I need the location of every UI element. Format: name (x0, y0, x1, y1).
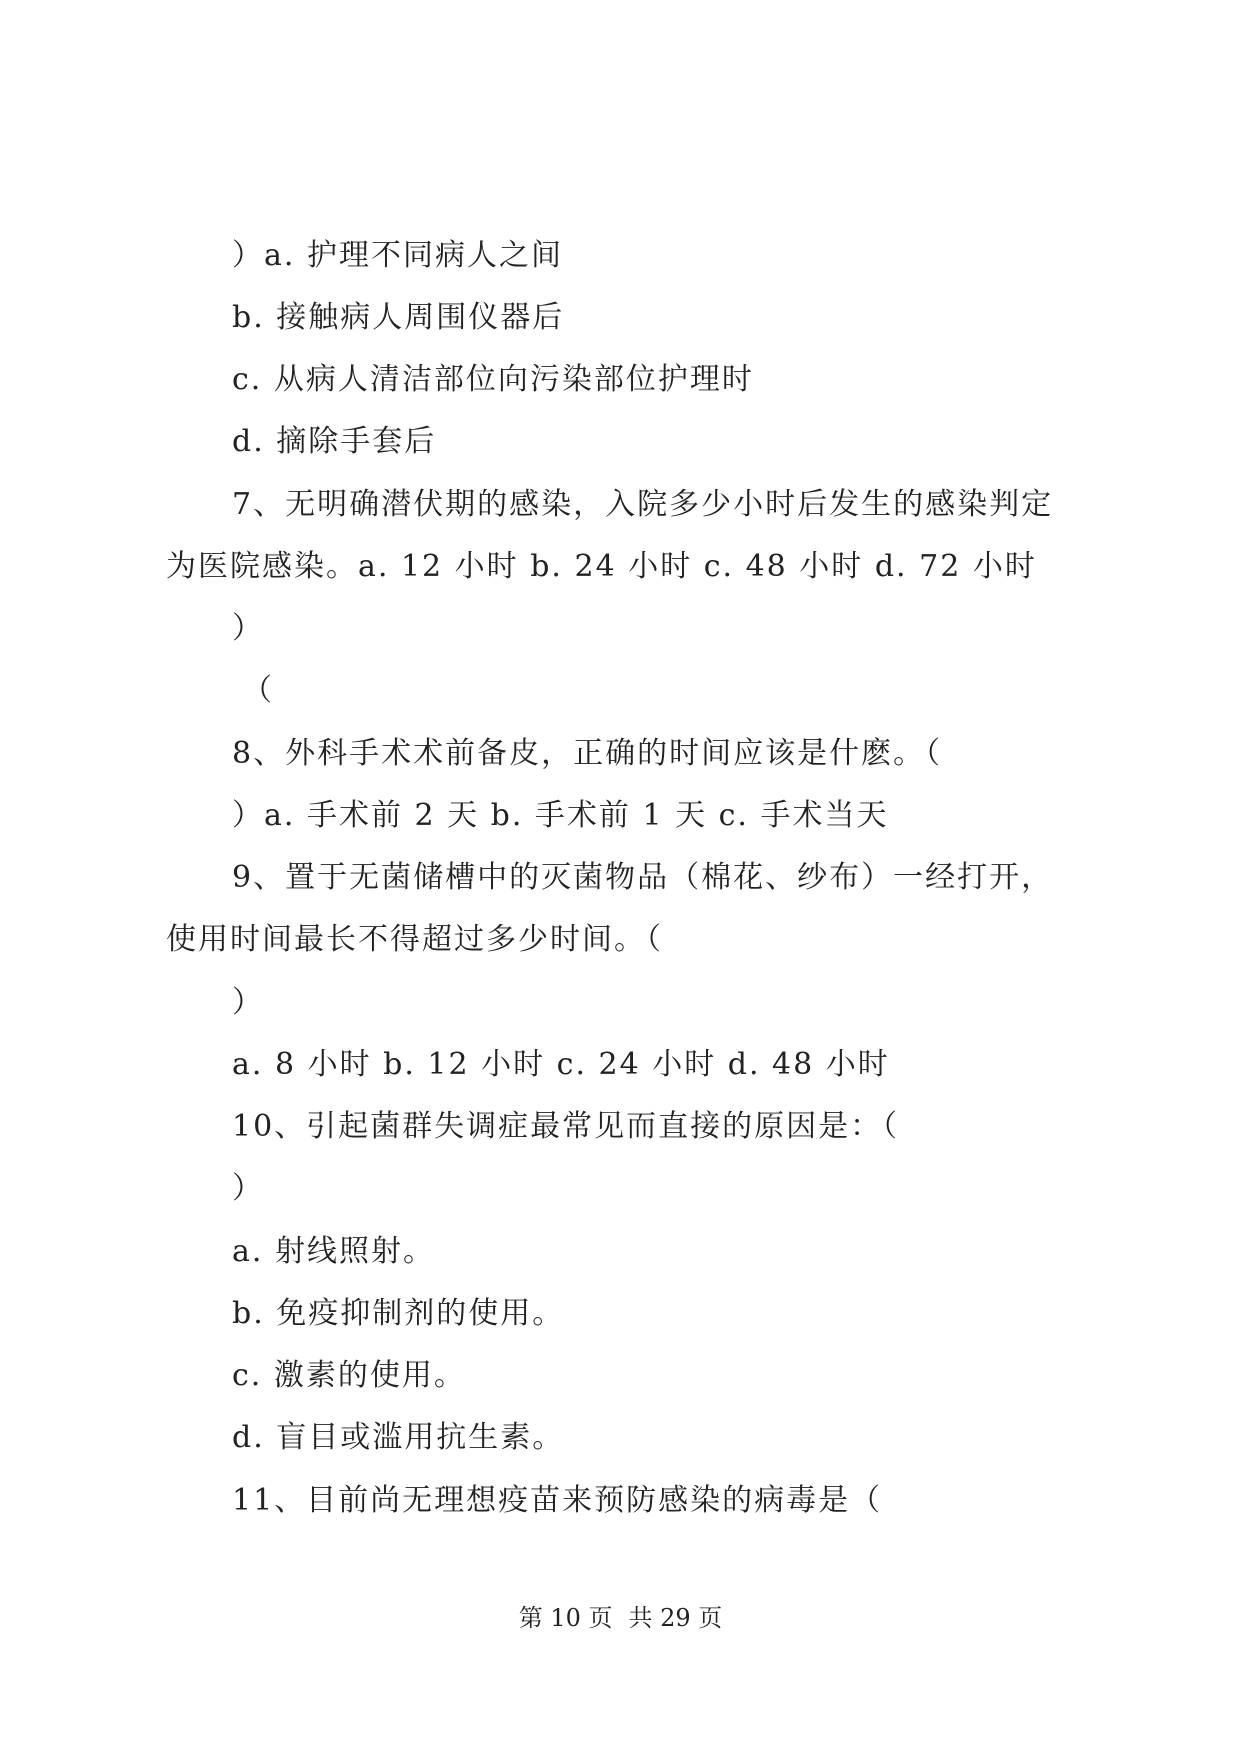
paren-line: ） (232, 985, 264, 1020)
option-line: c. 从病人清洁部位向污染部位护理时 (232, 362, 754, 397)
question-9-options: a. 8 小时 b. 12 小时 c. 24 小时 d. 48 小时 (232, 1047, 890, 1082)
option-line: a. 射线照射。 (232, 1234, 435, 1269)
paren-line: （ (242, 673, 274, 708)
option-line: b. 免疫抑制剂的使用。 (232, 1296, 565, 1331)
option-line: d. 盲目或滥用抗生素。 (232, 1420, 565, 1455)
question-7-line-1: 7、无明确潜伏期的感染，入院多少小时后发生的感染判定 (232, 487, 1054, 522)
page-footer (0, 1603, 1241, 1633)
option-line: b. 接触病人周围仪器后 (232, 300, 565, 335)
question-8-line: 8、外科手术术前备皮，正确的时间应该是什麽。（ (232, 736, 943, 771)
option-line: c. 激素的使用。 (232, 1358, 466, 1393)
question-9-line-1: 9、置于无菌储槽中的灭菌物品（棉花、纱布）一经打开， (232, 860, 1054, 895)
question-11-line: 11、目前尚无理想疫苗来预防感染的病毒是（ (232, 1483, 883, 1518)
question-10-line: 10、引起菌群失调症最常见而直接的原因是：（ (232, 1109, 900, 1144)
paren-line: ） (232, 611, 264, 646)
question-8-options: ）a. 手术前 2 天 b. 手术前 1 天 c. 手术当天 (232, 798, 889, 833)
question-9-line-2: 使用时间最长不得超过多少时间。（ (166, 922, 663, 957)
total-pages: 共 29 页 (628, 1604, 723, 1632)
paren-line: ） (232, 1171, 264, 1206)
question-7-line-2: 为医院感染。a. 12 小时 b. 24 小时 c. 48 小时 d. 72 小时 (166, 549, 1037, 584)
option-line: d. 摘除手套后 (232, 424, 437, 459)
option-line: ）a. 护理不同病人之间 (232, 238, 563, 273)
page-number: 第 10 页 (518, 1604, 613, 1632)
